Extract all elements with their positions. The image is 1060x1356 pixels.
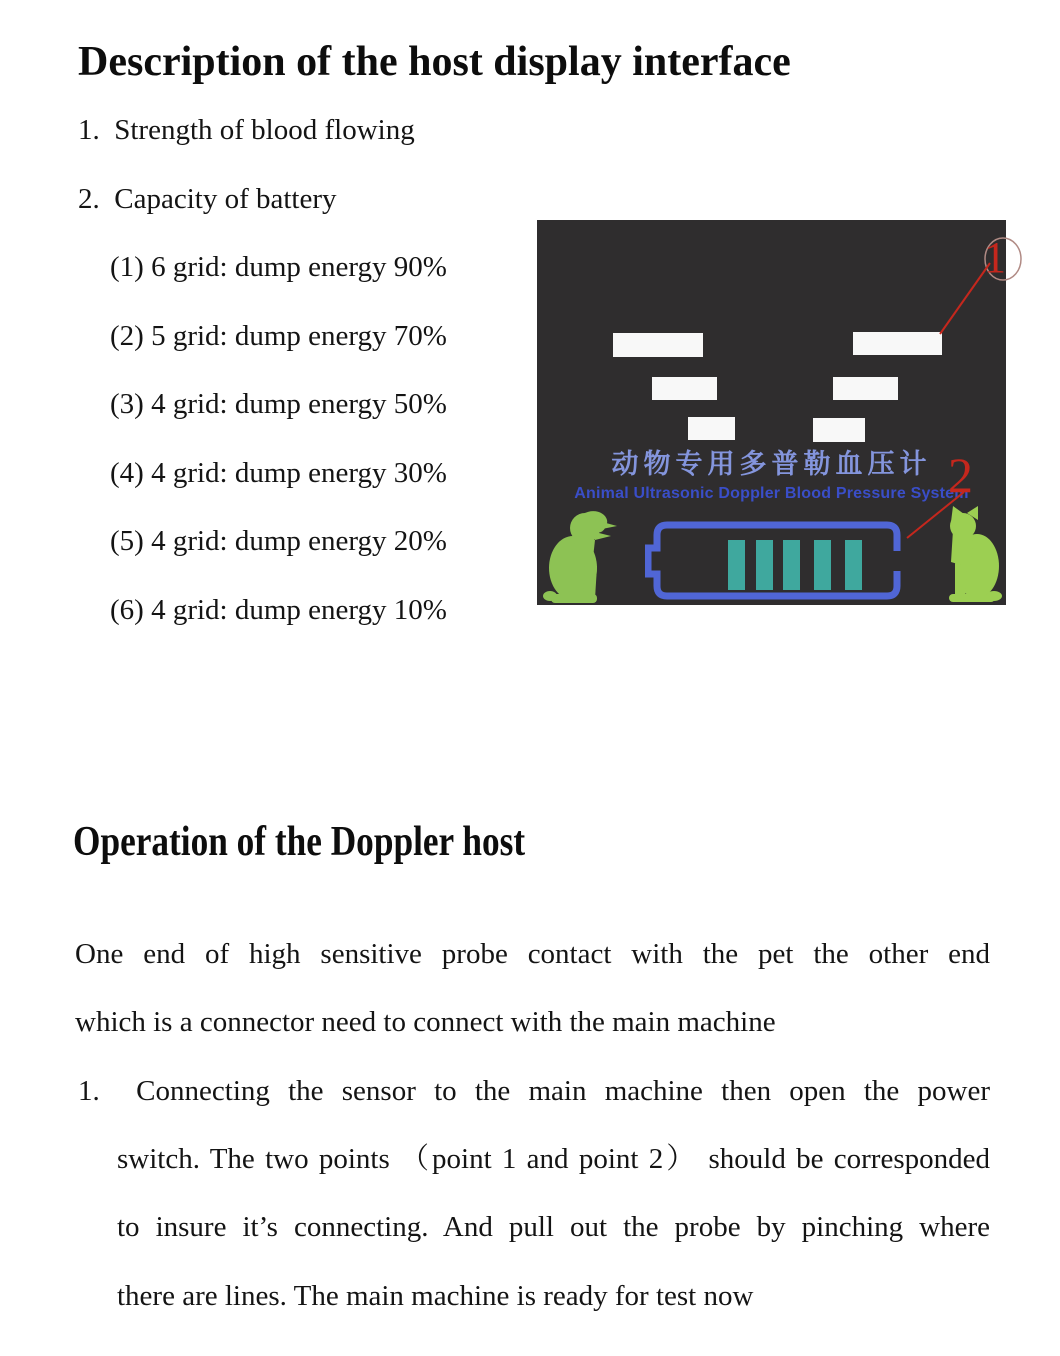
section-title-operation: Operation of the Doppler host bbox=[73, 819, 526, 865]
step-line: there are lines. The main machine is ready for test now bbox=[117, 1280, 754, 1312]
battery-level-item: (6) 4 grid: dump energy 10% bbox=[110, 594, 447, 626]
device-display-photo bbox=[537, 220, 1006, 605]
device-chinese-title: 动物专用多普勒血压计 bbox=[611, 449, 932, 480]
step-line: to insure it’s connecting. And pull out the probe by pinching where bbox=[117, 1211, 990, 1243]
battery-level-item: (3) 4 grid: dump energy 50% bbox=[110, 388, 447, 420]
battery-level-item: (2) 5 grid: dump energy 70% bbox=[110, 320, 447, 352]
battery-level-item: (5) 4 grid: dump energy 20% bbox=[110, 525, 447, 557]
list-item-battery-capacity: 2. Capacity of battery bbox=[78, 183, 337, 215]
device-english-title: Animal Ultrasonic Doppler Blood Pressure System bbox=[574, 485, 969, 502]
section-title-display-interface: Description of the host display interface bbox=[78, 39, 791, 85]
callout-lines bbox=[537, 220, 1037, 605]
battery-level-item: (1) 6 grid: dump energy 90% bbox=[110, 251, 447, 283]
paragraph-line: which is a connector need to connect with the main machine bbox=[75, 1006, 776, 1038]
step-line: switch. The two points （point 1 and point 2） should be corresponded bbox=[117, 1143, 990, 1175]
list-item-blood-flow: 1. Strength of blood flowing bbox=[78, 114, 415, 146]
callout-1-label: 1 bbox=[984, 233, 1006, 282]
step-line: 1. Connecting the sensor to the main machine then open the power bbox=[78, 1075, 990, 1107]
callout-2-label: 2 bbox=[948, 447, 973, 503]
paragraph-line: One end of high sensitive probe contact with the pet the other end bbox=[75, 938, 990, 970]
battery-level-item: (4) 4 grid: dump energy 30% bbox=[110, 457, 447, 489]
